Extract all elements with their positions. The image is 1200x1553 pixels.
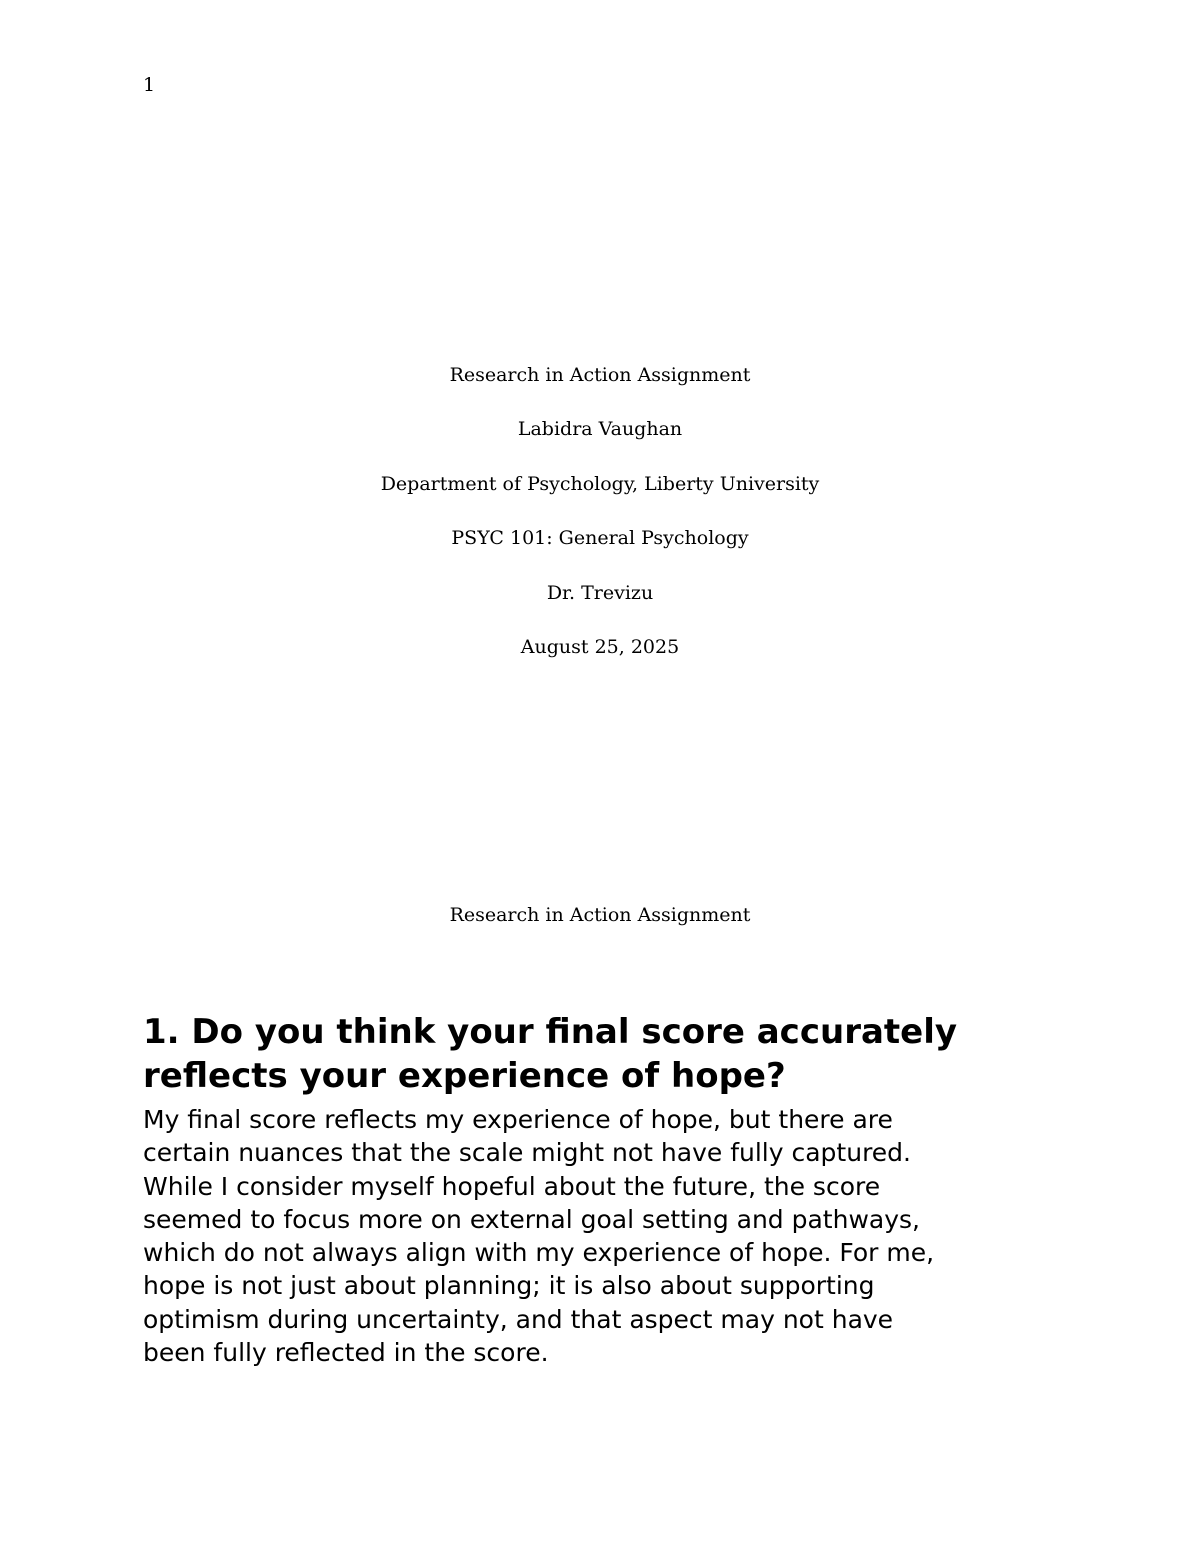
answer-line: certain nuances that the scale might not have fully captured. [143,1138,911,1168]
page-number: 1 [143,74,156,96]
course-name: PSYC 101: General Psychology [451,527,749,550]
answer-paragraph [143,1103,1063,1369]
question-heading: 1. Do you think your final score accurately reflects your experience of hope? [143,1012,958,1096]
answer-line: which do not always align with my experience of hope. For me, [143,1238,935,1268]
answer-line: optimism during uncertainty, and that aspect may not have [143,1304,894,1334]
answer-line: hope is not just about planning; it is also about supporting [143,1271,875,1301]
body-title: Research in Action Assignment [449,904,751,926]
answer-line: While I consider myself hopeful about the future, the score [143,1171,881,1201]
answer-line: seemed to focus more on external goal setting and pathways, [143,1204,920,1234]
paper-title: Research in Action Assignment [449,364,751,386]
title-page-block [0,362,1200,688]
answer-line: been fully reflected in the score. [143,1338,549,1368]
submission-date: August 25, 2025 [520,635,680,658]
author-name: Labidra Vaughan [517,418,683,441]
answer-line: My final score reflects my experience of hope, but there are [143,1105,893,1134]
instructor-name: Dr. Trevizu [546,581,654,604]
affiliation: Department of Psychology, Liberty University [380,472,820,495]
